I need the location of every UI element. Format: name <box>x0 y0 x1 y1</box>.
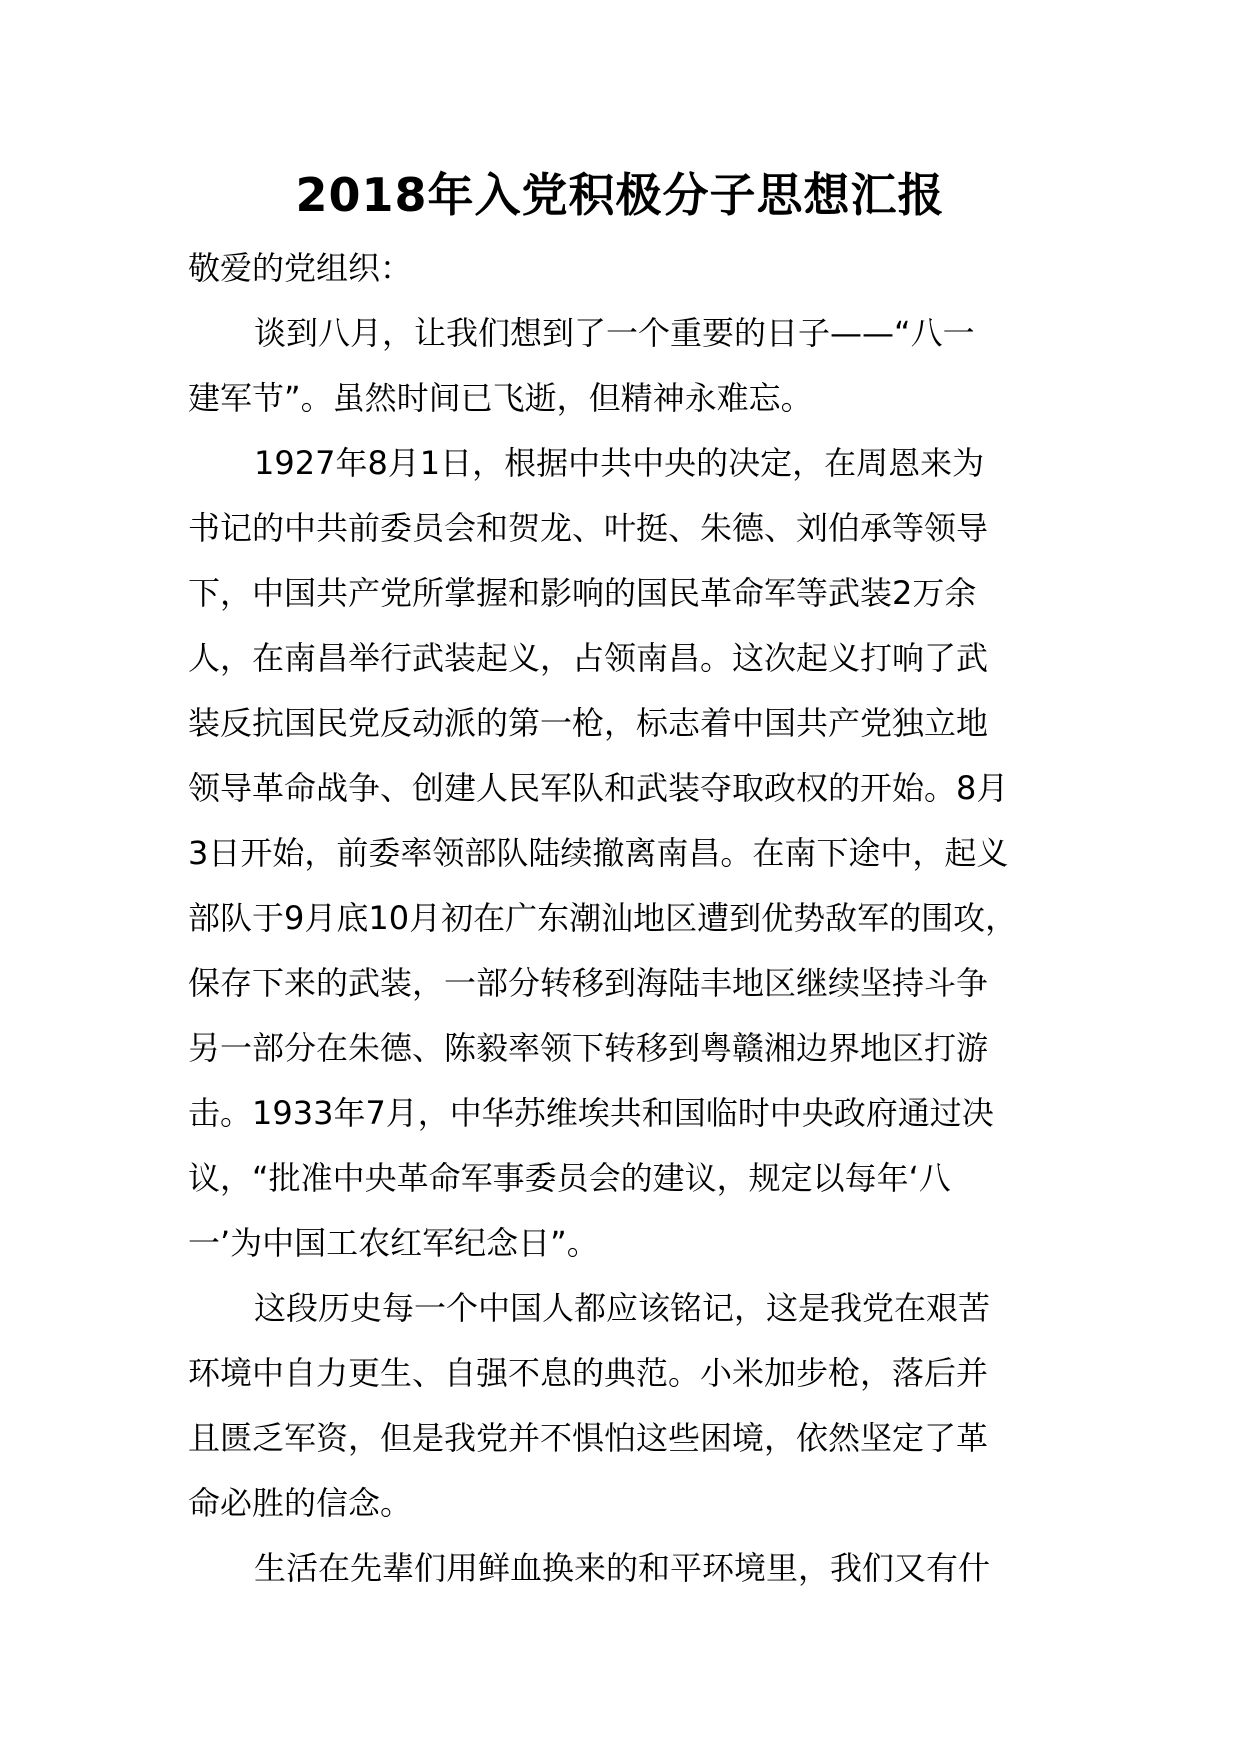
paragraph-line: 1927年8月1日，根据中共中央的决定，在周恩来为 <box>254 444 985 482</box>
paragraph-line: 议，“批准中央革命军事委员会的建议，规定以每年‘八 <box>188 1159 951 1197</box>
document-title: 2018年入党积极分子思想汇报 <box>295 168 945 222</box>
paragraph-line: 环境中自力更生、自强不息的典范。小米加步枪，落后并 <box>188 1354 989 1392</box>
paragraph-line: 且匮乏军资，但是我党并不惧怕这些困境，依然坚定了革 <box>188 1419 989 1457</box>
paragraph-line: 一’为中国工农红军纪念日”。 <box>188 1224 599 1262</box>
paragraph-line: 装反抗国民党反动派的第一枪，标志着中国共产党独立地 <box>188 704 989 742</box>
paragraph-line: 书记的中共前委员会和贺龙、叶挺、朱德、刘伯承等领导 <box>188 509 989 547</box>
paragraph-line: 谈到八月，让我们想到了一个重要的日子——“八一 <box>254 314 975 352</box>
paragraph-line: 3日开始，前委率领部队陆续撤离南昌。在南下途中，起义 <box>188 834 1009 872</box>
paragraph-line: 建军节”。虽然时间已飞逝，但精神永难忘。 <box>188 379 813 417</box>
paragraph-line: 保存下来的武装，一部分转移到海陆丰地区继续坚持斗争 <box>188 964 989 1002</box>
paragraph-line: 下，中国共产党所掌握和影响的国民革命军等武装2万余 <box>188 574 977 612</box>
paragraph-line: 这段历史每一个中国人都应该铭记，这是我党在艰苦 <box>254 1289 991 1327</box>
paragraph-line: 部队于9月底10月初在广东潮汕地区遭到优势敌军的围攻， <box>188 899 1018 937</box>
paragraph-line: 击。1933年7月，中华苏维埃共和国临时中央政府通过决 <box>188 1094 994 1132</box>
paragraph-line: 生活在先辈们用鲜血换来的和平环境里，我们又有什 <box>254 1549 991 1587</box>
paragraph-line: 领导革命战争、创建人民军队和武装夺取政权的开始。8月 <box>188 769 1009 807</box>
salutation-line: 敬爱的党组织： <box>188 249 413 287</box>
paragraph-line: 人，在南昌举行武装起义，占领南昌。这次起义打响了武 <box>188 639 989 677</box>
document-body <box>188 236 1088 1601</box>
paragraph-line: 另一部分在朱德、陈毅率领下转移到粤赣湘边界地区打游 <box>188 1029 989 1067</box>
paragraph-line: 命必胜的信念。 <box>188 1484 413 1522</box>
